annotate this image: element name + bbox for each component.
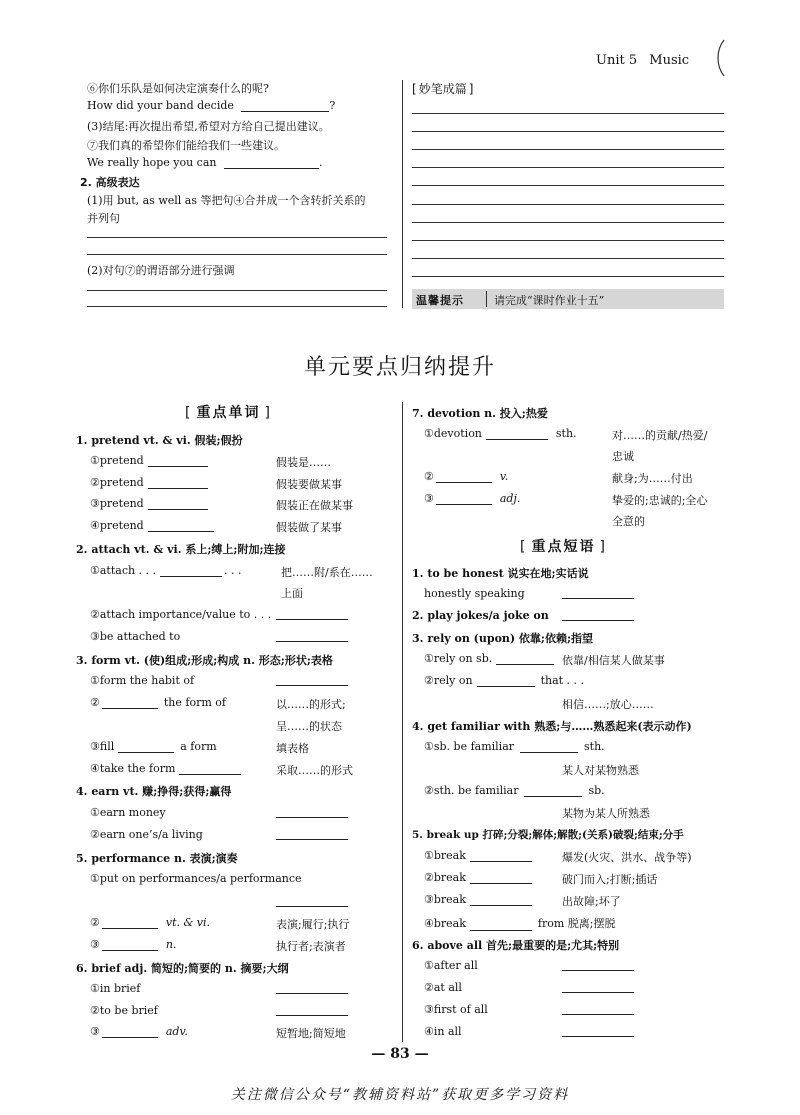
meaning: 假装正在做某事 (276, 499, 353, 512)
phrase: ②to be brief (90, 1004, 158, 1017)
meaning: 表演;履行;执行 (276, 918, 350, 931)
page-number: — 83 — (371, 1046, 429, 1062)
advanced-2: (2)对句⑦的谓语部分进行强调 (87, 264, 235, 277)
blank[interactable] (160, 565, 222, 577)
blank[interactable] (102, 697, 158, 709)
meaning: 上面 (281, 587, 303, 600)
unit-header (596, 53, 689, 68)
meaning: 相信……;放心…… (562, 698, 654, 711)
q6-en: How did your band decide ? (87, 99, 336, 112)
phrase: ③first of all (424, 1003, 488, 1016)
answer-line[interactable] (87, 306, 387, 307)
meaning: 忠诚 (612, 450, 634, 463)
meaning: 假装是…… (276, 456, 331, 469)
blank[interactable] (148, 455, 208, 467)
meaning: 短暂地;简短地 (276, 1027, 346, 1040)
unit-title: Music (649, 53, 690, 68)
blank[interactable] (470, 894, 532, 906)
meaning: 爆发(火灾、洪水、战争等) (562, 851, 692, 864)
phrase: ①form the habit of (90, 674, 195, 687)
blank[interactable] (276, 630, 348, 642)
column-divider (402, 402, 403, 1042)
meaning: 破门而入;打断;插话 (562, 873, 658, 886)
meaning: 呈……的状态 (276, 720, 342, 733)
phrase-rely-on: 3. rely on (upon) 依靠;依赖;指望 (412, 632, 594, 645)
phrase: ①after all (424, 959, 478, 972)
tip-separator (486, 291, 487, 307)
writing-line[interactable] (412, 276, 724, 277)
blank[interactable] (436, 471, 492, 483)
phrase-above-all: 6. above all 首先;最重要的是;尤其;特别 (412, 939, 620, 952)
blank[interactable] (148, 520, 214, 532)
word-form: 3. form vt. (使)组成;形成;构成 n. 形态;形状;表格 (76, 654, 333, 667)
q7-en: We really hope you can . (87, 156, 323, 169)
blank[interactable] (524, 785, 582, 797)
answer-line[interactable] (87, 290, 387, 291)
blank[interactable] (562, 609, 634, 621)
meaning: 对……的贡献/热爱/ (612, 429, 708, 442)
tip-bar (412, 289, 724, 309)
blank[interactable] (562, 587, 634, 599)
blank[interactable] (276, 608, 348, 620)
blank[interactable] (276, 1004, 348, 1016)
footer-note: 关注微信公众号“教辅资料站”获取更多学习资料 (230, 1087, 570, 1103)
blank[interactable] (477, 675, 535, 687)
blank[interactable] (276, 982, 348, 994)
meaning: 依靠/相信某人做某事 (562, 654, 665, 667)
phrase: honestly speaking (424, 587, 525, 600)
blank[interactable] (118, 741, 174, 753)
page-title: 单元要点归纳提升 (303, 355, 496, 380)
phrase: ④in all (424, 1025, 462, 1038)
word-brief: 6. brief adj. 简短的;简要的 n. 摘要;大纲 (76, 962, 289, 975)
meaning: 填表格 (276, 742, 309, 755)
writing-line[interactable] (412, 149, 724, 150)
meaning: 某人对某物熟悉 (562, 764, 639, 777)
word-attach: 2. attach vt. & vi. 系上;缚上;附加;连接 (76, 543, 286, 556)
meaning: 把……附/系在…… (281, 566, 373, 579)
word-devotion: 7. devotion n. 投入;热爱 (412, 407, 548, 420)
q7-cn: ⑦我们真的希望你们能给我们一些建议。 (87, 139, 285, 152)
blank[interactable] (562, 1025, 634, 1037)
writing-line[interactable] (412, 167, 724, 168)
writing-line[interactable] (412, 131, 724, 132)
meaning: 执行者;表演者 (276, 940, 346, 953)
advanced-title: 2. 高级表达 (80, 176, 140, 189)
blank[interactable] (276, 674, 348, 686)
meaning: 出故障;坏了 (562, 895, 621, 908)
blank[interactable] (102, 1026, 158, 1038)
meaning: 假装做了某事 (276, 521, 342, 534)
phrase: ②earn one’s/a living (90, 828, 203, 841)
writing-line[interactable] (412, 204, 724, 205)
writing-line[interactable] (412, 222, 724, 223)
unit-label: Unit 5 (596, 53, 638, 68)
meaning: 献身;为……付出 (612, 472, 693, 485)
q7-blank[interactable] (224, 157, 319, 169)
advanced-1b: 并列句 (87, 212, 120, 225)
q6-cn: ⑥你们乐队是如何决定演奏什么的呢? (87, 82, 269, 95)
answer-line[interactable] (87, 254, 387, 255)
writing-line[interactable] (412, 240, 724, 241)
word-earn: 4. earn vt. 赚;挣得;获得;赢得 (76, 785, 232, 798)
section-key-phrases: [ 重点短语 ] (520, 536, 607, 556)
phrase: ①earn money (90, 806, 166, 819)
phrase: ①put on performances/a performance (90, 872, 302, 885)
phrase: ①in brief (90, 982, 141, 995)
meaning: 全意的 (612, 515, 645, 528)
phrase-get-familiar: 4. get familiar with 熟悉;与……熟悉起来(表示动作) (412, 720, 692, 733)
blank[interactable] (470, 919, 532, 931)
meaning: 采取……的形式 (276, 764, 353, 777)
blank[interactable] (562, 959, 634, 971)
meaning: 假装要做某事 (276, 478, 342, 491)
meaning: 某物为某人所熟悉 (562, 807, 650, 820)
meaning: 挚爱的;忠诚的;全心 (612, 494, 708, 507)
page-curve-decoration (714, 38, 728, 78)
writing-line[interactable] (412, 258, 724, 259)
word-performance: 5. performance n. 表演;演奏 (76, 852, 238, 865)
tip-label: 温馨提示 (416, 294, 464, 307)
phrase: ③be attached to (90, 630, 181, 643)
blank[interactable] (520, 741, 578, 753)
blank[interactable] (562, 981, 634, 993)
blank[interactable] (562, 1003, 634, 1015)
writing-line[interactable] (412, 185, 724, 186)
phrase: ②at all (424, 981, 462, 994)
blank[interactable] (496, 653, 554, 665)
blank[interactable] (276, 828, 348, 840)
blank[interactable] (102, 917, 158, 929)
writing-title: [ 妙笔成篇 ] (412, 82, 474, 96)
blank[interactable] (148, 498, 208, 510)
word-pretend: 1. pretend vt. & vi. 假装;假扮 (76, 434, 243, 447)
advanced-1: (1)用 but, as well as 等把句④合并成一个含转折关系的 (87, 194, 366, 207)
tip-text: 请完成“课时作业十五” (494, 294, 605, 307)
meaning: 以……的形式; (276, 698, 346, 711)
column-divider (402, 80, 403, 308)
blank[interactable] (179, 763, 241, 775)
blank[interactable] (276, 806, 348, 818)
step3-text: (3)结尾:再次提出希望,希望对方给自己提出建议。 (87, 120, 330, 133)
blank[interactable] (486, 428, 548, 440)
writing-line[interactable] (412, 113, 724, 114)
phrase-play-jokes: 2. play jokes/a joke on (412, 609, 549, 622)
blank[interactable] (102, 939, 158, 951)
blank[interactable] (470, 872, 532, 884)
section-key-words: [ 重点单词 ] (185, 402, 272, 422)
blank[interactable] (148, 477, 208, 489)
blank[interactable] (276, 895, 348, 907)
answer-line[interactable] (87, 237, 387, 238)
phrase-to-be-honest: 1. to be honest 说实在地;实话说 (412, 567, 589, 580)
q6-blank[interactable] (241, 100, 329, 112)
phrase-break-up: 5. break up 打碎;分裂;解体;解散;(关系)破裂;结束;分手 (412, 829, 684, 841)
blank[interactable] (470, 850, 532, 862)
blank[interactable] (436, 493, 492, 505)
phrase: ②attach importance/value to . . . (90, 608, 272, 621)
